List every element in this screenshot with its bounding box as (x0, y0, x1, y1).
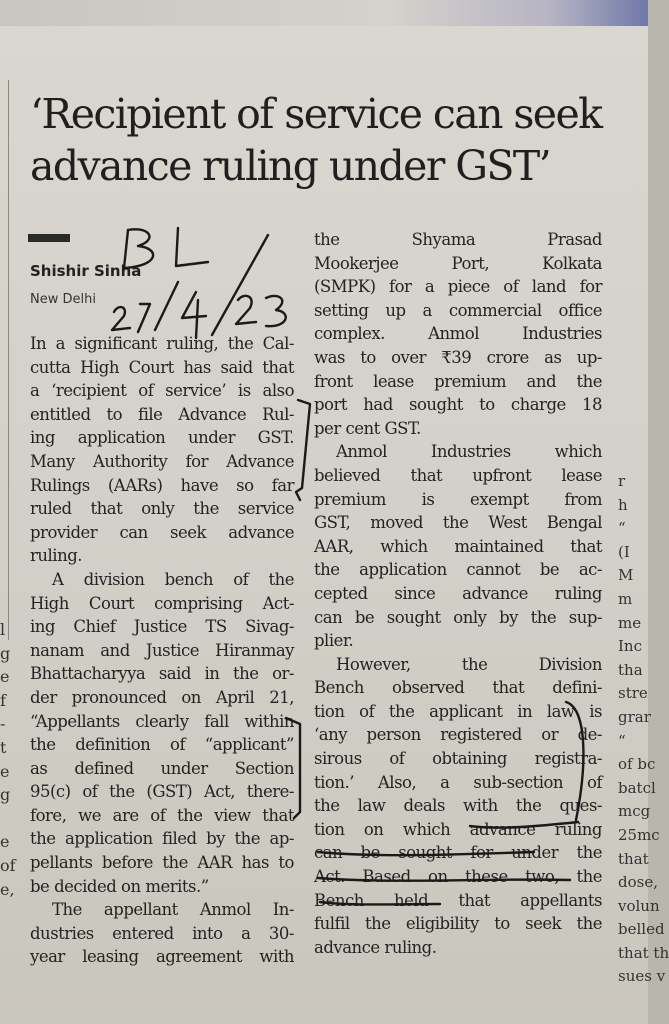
article-text-line: A division bench of the (52, 569, 294, 589)
cut-off-text-fragment: (I (618, 542, 630, 561)
dateline: New Delhi (30, 292, 96, 307)
article-text-line: can be sought only by the sup- (314, 607, 602, 627)
article-text-line: Act. Based on these two, the (314, 867, 602, 887)
article-text-line: (SMPK) for a piece of land for (314, 277, 602, 297)
article-text-line: the definition of “applicant” (30, 735, 294, 755)
cut-off-text-fragment: stre (618, 684, 648, 703)
cut-off-text-fragment: “ (618, 519, 626, 538)
article-text-line: sirous of obtaining registra- (314, 749, 602, 769)
adjacent-article-fragments-left (0, 618, 16, 901)
article-text-line: der pronounced on April 21, (30, 687, 294, 707)
cut-off-text-fragment (0, 807, 12, 831)
cut-off-text-fragment: of bc (618, 755, 656, 774)
cut-off-text-fragment: e (0, 761, 10, 781)
cut-off-text-fragment: Inc (618, 637, 642, 656)
article-text-line: pellants before the AAR has to (30, 853, 294, 873)
article-text-line: the application filed by the ap- (30, 829, 294, 849)
article-text-line: setting up a commercial office (314, 300, 602, 320)
article-text-line: port had sought to charge 18 (314, 395, 602, 415)
article-text-line: cutta High Court has said that (30, 357, 294, 377)
cut-off-text-fragment: M (618, 566, 634, 585)
article-text-line: However, the Division (336, 654, 602, 674)
cut-off-text-fragment: tha (618, 660, 643, 679)
article-text-line: ruled that only the service (30, 499, 294, 519)
article-text-line: can be sought for under the (314, 843, 602, 863)
cut-off-text-fragment: g (0, 643, 11, 663)
cut-off-text-fragment: of (0, 855, 16, 875)
article-text-line: Bench held that appellants (314, 890, 602, 910)
article-text-line: premium is exempt from (314, 489, 602, 509)
article-text-line: Many Authority for Advance (30, 451, 294, 471)
cut-off-text-fragment: f (0, 690, 6, 710)
cut-off-text-fragment: t (0, 737, 7, 757)
article-text-line: In a significant ruling, the Cal- (30, 334, 294, 353)
article-text-line: nanam and Justice Hiranmay (30, 640, 294, 660)
article-text-line: ing application under GST. (30, 428, 294, 448)
article-text-line: as defined under Section (30, 758, 294, 778)
article-text-line: provider can seek advance (30, 522, 294, 542)
article-text-line: tion.’ Also, a sub-section of (314, 772, 602, 792)
article-text-line: The appellant Anmol In- (52, 900, 294, 920)
cut-off-text-fragment: that th (618, 943, 669, 962)
article-text-line: Rulings (AARs) have so far (30, 475, 294, 495)
article-text-line: dustries entered into a 30- (30, 923, 294, 943)
cut-off-text-fragment: r (618, 472, 626, 490)
article-text-line: was to over ₹39 crore as up- (314, 347, 602, 367)
article-text-line: fore, we are of the view that (30, 805, 294, 825)
cut-off-text-fragment: g (0, 785, 11, 805)
article-text-line: fulfil the eligibility to seek the (314, 914, 602, 934)
cut-off-text-fragment: belled (618, 920, 665, 939)
article-text-line: ‘any person registered or de- (314, 725, 602, 745)
background-strip (0, 0, 648, 28)
article-text-line: tion on which advance ruling (314, 819, 602, 839)
article-text-line: advance ruling. (314, 937, 437, 957)
article-text-line: tion of the applicant in law is (314, 701, 602, 721)
article-text-line: Anmol Industries which (336, 442, 602, 462)
cut-off-text-fragment: h (618, 495, 628, 514)
article-text-line: AAR, which maintained that (314, 536, 602, 556)
cut-off-text-fragment: e, (0, 879, 15, 899)
cut-off-text-fragment: m (618, 589, 633, 608)
article-text-line: be decided on merits.” (30, 876, 209, 896)
cut-off-text-fragment: that (618, 849, 649, 868)
article-text-line: High Court comprising Act- (30, 593, 294, 613)
article-text-line: complex. Anmol Industries (314, 324, 602, 344)
article-column-left (30, 332, 294, 969)
article-text-line: Bhattacharyya said in the or- (30, 664, 294, 684)
article-text-line: ing Chief Justice TS Sivag- (30, 617, 294, 637)
headline: ‘Recipient of service can seek advance ruling under GST’ (30, 90, 602, 190)
cut-off-text-fragment: 25mc (618, 825, 660, 844)
cut-off-text-fragment: “ (618, 731, 626, 750)
article-text-line: 95(c) of the (GST) Act, there- (30, 782, 294, 802)
article-text-line: a ‘recipient of service’ is also (30, 381, 294, 401)
cut-off-text-fragment: volun (618, 896, 660, 915)
article-text-line: front lease premium and the (314, 371, 602, 391)
cut-off-text-fragment: mcg (618, 802, 651, 821)
article-text-line: believed that upfront lease (314, 465, 602, 485)
cut-off-text-fragment: e (0, 832, 10, 852)
cut-off-text-fragment: e (0, 667, 10, 687)
byline-rule (28, 234, 70, 242)
cut-off-text-fragment: batcl (618, 778, 656, 797)
article-text-line: “Appellants clearly fall within (30, 711, 294, 731)
cut-off-text-fragment: dose, (618, 873, 658, 892)
article-text-line: Mookerjee Port, Kolkata (314, 253, 602, 273)
article-column-middle (314, 228, 602, 959)
article-text-line: the law deals with the ques- (314, 796, 602, 816)
article-text-line: the application cannot be ac- (314, 560, 602, 580)
cut-off-text-fragment: l (0, 620, 6, 639)
article-text-line: year leasing agreement with (30, 947, 294, 967)
author-byline: Shishir Sinha (30, 262, 142, 280)
article-text-line: plier. (314, 631, 354, 651)
article-text-line: cepted since advance ruling (314, 583, 602, 603)
article-text-line: per cent GST. (314, 418, 421, 438)
article-text-line: GST, moved the West Bengal (314, 513, 602, 533)
article-text-line: entitled to file Advance Rul- (30, 404, 294, 424)
adjacent-article-fragments-right (618, 470, 669, 989)
column-divider (8, 80, 9, 640)
cut-off-text-fragment: sues v (618, 967, 666, 986)
article-text-line: ruling. (30, 546, 83, 566)
article-text-line: the Shyama Prasad (314, 230, 602, 249)
cut-off-text-fragment: grar (618, 707, 651, 726)
article-text-line: Bench observed that defini- (314, 678, 602, 698)
cut-off-text-fragment: me (618, 613, 642, 632)
cut-off-text-fragment: - (0, 714, 6, 734)
